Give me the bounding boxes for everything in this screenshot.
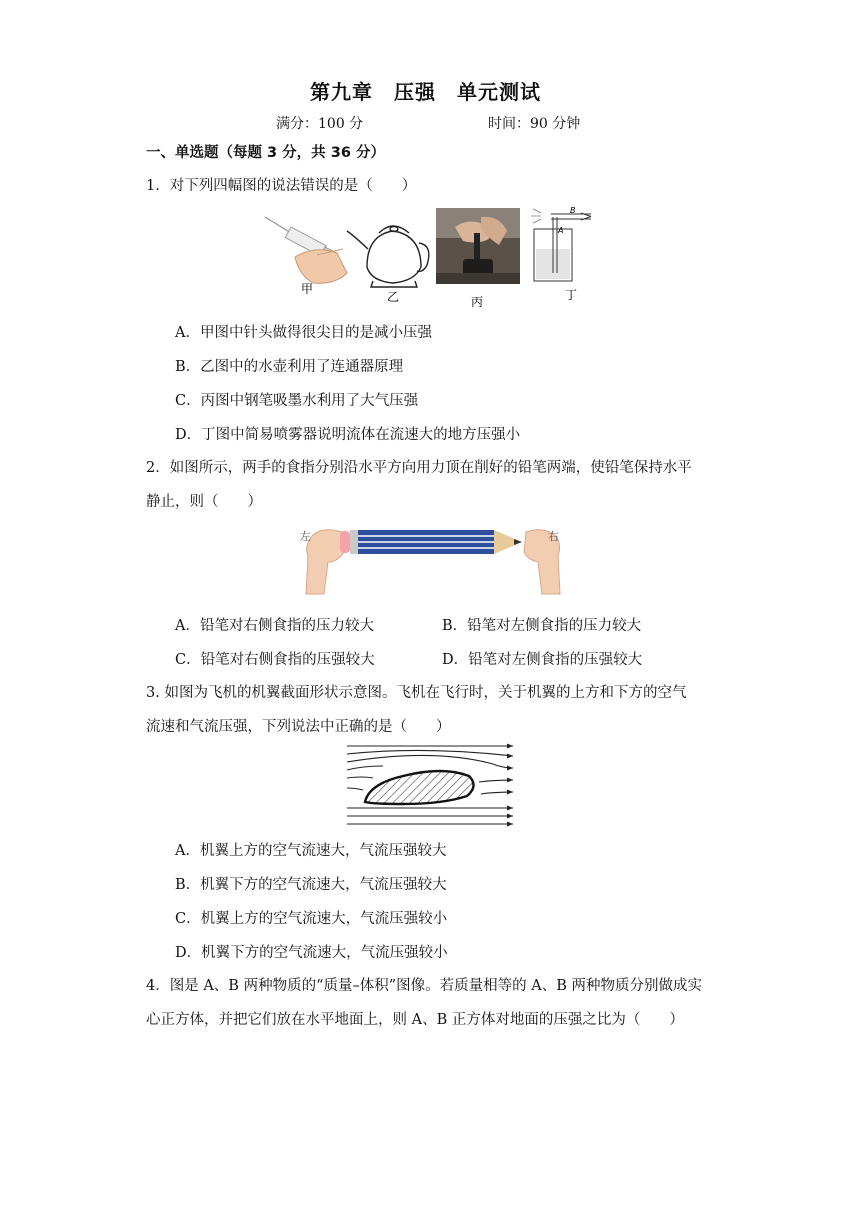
q1-option-a: A．甲图中针头做得很尖目的是减小压强 <box>175 325 432 341</box>
q2-option-b: B．铅笔对左侧食指的压力较大 <box>442 618 642 634</box>
sprayer-label-a: A <box>558 226 564 235</box>
left-label: 左 <box>300 530 311 543</box>
pencil-illustration <box>340 530 522 554</box>
q1-option-d: D．丁图中简易喷雾器说明流体在流速大的地方压强小 <box>175 427 521 443</box>
q1-option-c: C．丙图中钢笔吸墨水利用了大气压强 <box>175 393 419 409</box>
left-finger-illustration <box>306 530 344 594</box>
q1-option-b: B．乙图中的水壶利用了连通器原理 <box>175 359 404 375</box>
question-2-stem-line-2: 静止，则（ ） <box>146 494 262 510</box>
question-4-stem-line-2: 心正方体，并把它们放在水平地面上，则 A、B 正方体对地面的压强之比为（ ） <box>146 1012 684 1028</box>
syringe-hand-illustration <box>265 217 347 283</box>
q3-option-d: D．机翼下方的空气流速大，气流压强较小 <box>175 945 448 961</box>
right-label: 右 <box>548 530 559 543</box>
figure-label-jia: 甲 <box>301 282 314 296</box>
fountain-pen-photo <box>436 208 520 284</box>
section-heading: 一、单选题（每题 3 分，共 36 分） <box>146 145 385 161</box>
q3-option-b: B．机翼下方的空气流速大，气流压强较大 <box>175 877 447 893</box>
figure-label-yi: 乙 <box>387 290 400 304</box>
question-1-stem: 1．对下列四幅图的说法错误的是（ ） <box>146 178 417 194</box>
question-3-stem-line-1: 3. 如图为飞机的机翼截面形状示意图。飞机在飞行时，关于机翼的上方和下方的空气 <box>146 685 687 701</box>
q2-option-d: D．铅笔对左侧食指的压强较大 <box>442 652 643 668</box>
streamline-arrowheads <box>507 744 513 827</box>
sprayer-illustration <box>531 209 591 281</box>
q3-option-a: A．机翼上方的空气流速大，气流压强较大 <box>175 843 447 859</box>
sprayer-label-b: B <box>570 206 576 215</box>
figure-label-bing: 丙 <box>471 295 484 309</box>
question-1-figure <box>255 205 595 313</box>
question-4-stem-line-1: 4．图是 A、B 两种物质的“质量–体积”图像。若质量相等的 A、B 两种物质分别做成实 <box>146 978 702 994</box>
page-title: 第九章 压强 单元测试 <box>310 80 541 104</box>
time-limit: 时间：90 分钟 <box>488 116 581 132</box>
airfoil-figure <box>343 742 519 828</box>
q2-option-a: A．铅笔对右侧食指的压力较大 <box>175 618 374 634</box>
pencil-figure <box>298 522 570 596</box>
q3-option-c: C．机翼上方的空气流速大，气流压强较小 <box>175 911 448 927</box>
figure-label-ding: 丁 <box>565 288 578 302</box>
q2-option-c: C．铅笔对右侧食指的压强较大 <box>175 652 375 668</box>
question-3-stem-line-2: 流速和气流压强，下列说法中正确的是（ ） <box>146 719 451 735</box>
full-score: 满分：100 分 <box>276 116 364 132</box>
teapot-illustration <box>347 226 429 287</box>
wing-cross-section <box>365 771 474 804</box>
question-2-stem-line-1: 2．如图所示，两手的食指分别沿水平方向用力顶在削好的铅笔两端，使铅笔保持水平 <box>146 460 692 476</box>
